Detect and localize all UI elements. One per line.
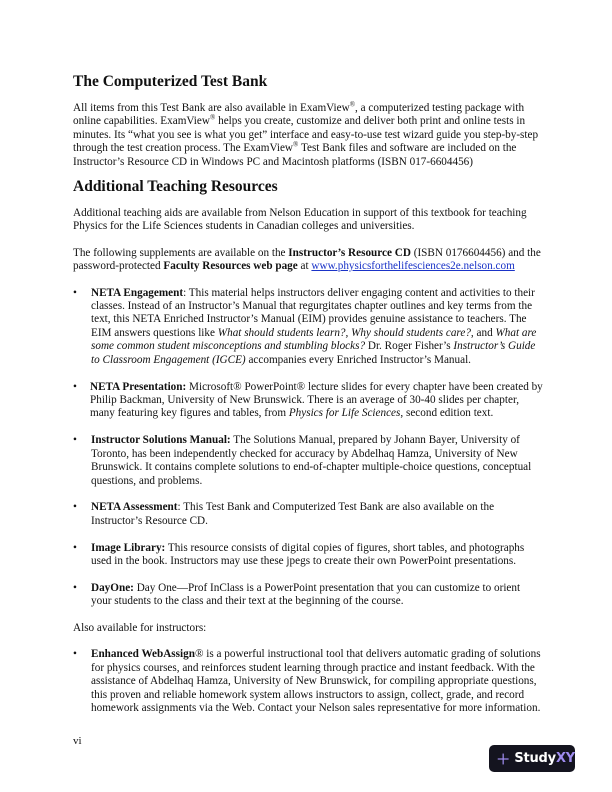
- item-title: Enhanced WebAssign: [91, 648, 195, 661]
- supplements-list: [73, 287, 543, 609]
- registered-mark: ®: [293, 140, 299, 149]
- brand-name: [514, 751, 575, 766]
- list-item-instructor-solutions-manual: [73, 434, 543, 488]
- item-title: NETA Engagement: [91, 286, 184, 299]
- bullet: •: [73, 582, 77, 595]
- text-run: Test Bank files and software are included on the Instructor’s Resource CD in Windows PC and Macintosh platforms (ISBN 017-6604456): [73, 142, 517, 168]
- brand-accent: XY: [555, 751, 575, 766]
- text-run-italic: What should students learn?, Why should students care?,: [217, 326, 474, 339]
- text-run: (ISBN 0176604456) and the password-protected: [73, 246, 541, 273]
- bullet: •: [73, 648, 77, 661]
- also-available-label: Also available for instructors:: [73, 621, 207, 634]
- text-run-italic: Instructor’s Guide to Classroom Engagement (IGCE): [91, 340, 536, 366]
- text-run: Dr. Roger Fisher’s: [365, 340, 454, 353]
- list-item-neta-presentation: [73, 381, 543, 421]
- document-page: [73, 70, 543, 715]
- additional-resources-intro: Additional teaching aids are available from Nelson Education in support of this textbook for teaching Physics for the Life Sciences students in Canadian colleges and universities.: [73, 207, 527, 233]
- item-title: DayOne:: [91, 582, 134, 595]
- bullet: •: [73, 286, 77, 299]
- registered-mark: ®: [349, 100, 356, 109]
- item-title: Image Library:: [91, 541, 166, 554]
- text-run-italic: What are some common student misconceptions and stumbling blocks?: [91, 326, 537, 353]
- also-available-list: [73, 648, 543, 715]
- list-item-enhanced-webassign: [73, 648, 543, 715]
- section-heading-computerized-test-bank: The Computerized Test Bank: [73, 73, 268, 90]
- bullet: •: [73, 501, 77, 514]
- list-item-neta-assessment: [73, 501, 543, 528]
- supplements-paragraph: [73, 247, 543, 274]
- text-run: The Solutions Manual, prepared by Johann Bayer, University of Toronto, has been independently checked for accuracy by Abdelhaq Hamza, University of New Brunswick. It contains complete solutions to end-of-chapter multiple-choice questions, conceptual questions, and problems.: [91, 434, 532, 487]
- plus-icon: [495, 747, 511, 771]
- item-title: NETA Presentation:: [90, 380, 187, 393]
- text-run: and: [473, 326, 496, 339]
- page-number: vi: [73, 735, 82, 747]
- text-run: , a computerized testing package with online capabilities. ExamView: [73, 102, 525, 128]
- text-run: helps you create, customize and deliver both print and online tests in minutes. Its “what you see is what you get” interface and easy-to-use test wizard guide you step-by-step through the test creation process. The ExamView: [73, 115, 539, 155]
- item-title: Instructor Solutions Manual:: [91, 434, 231, 447]
- instructors-resource-cd-label: Instructor’s Resource CD: [288, 246, 411, 259]
- text-run-italic: Physics for Life Sciences: [288, 407, 401, 420]
- bullet: •: [73, 380, 77, 393]
- studyxy-watermark-badge: [489, 745, 575, 772]
- text-run: The following supplements are available on the: [73, 246, 289, 259]
- text-run: accompanies every Enriched Instructor’s Manual.: [245, 353, 471, 366]
- text-run: at: [297, 260, 312, 273]
- text-run: ® is a powerful instructional tool that delivers automatic grading of solutions for physics courses, and reinforces student learning through practice and instant feedback. With the assistance of Abdelhaq Hamza, University of New Brunswick, for compiling appropriate questions, this proven and reliable homework system allows instructors to assign, collect, grade, and record homework assignments via the Web. Contact your Nelson sales representative for more information.: [91, 648, 541, 714]
- text-run: : This material helps instructors deliver engaging content and activities to their classes. Instead of an Instructor’s Manual that regurgitates chapter outlines and key terms from the text, this NETA Enriched Instructor’s Manual (EIM) provides genuine assistance to teachers. The EIM answers questions like: [91, 286, 535, 339]
- list-item-image-library: [73, 542, 543, 569]
- text-run: , second edition text.: [400, 407, 494, 420]
- computerized-test-bank-paragraph: [73, 102, 543, 169]
- text-run: This resource consists of digital copies of figures, short tables, and photographs used in the book. Instructors may use these jpegs to create their own PowerPoint presentations.: [91, 541, 525, 568]
- faculty-resources-label: Faculty Resources web page: [163, 260, 298, 273]
- list-item-dayone: [73, 582, 543, 609]
- text-run: : This Test Bank and Computerized Test Bank are also available on the Instructor’s Resource CD.: [91, 501, 495, 527]
- section-heading-additional-resources: Additional Teaching Resources: [73, 178, 278, 196]
- list-item-neta-engagement: [73, 287, 543, 367]
- bullet: •: [73, 541, 77, 554]
- item-title: NETA Assessment: [91, 501, 178, 514]
- bullet: •: [73, 434, 77, 447]
- faculty-resources-link[interactable]: www.physicsforthelifesciences2e.nelson.com: [311, 260, 515, 273]
- text-run: All items from this Test Bank are also available in ExamView: [73, 102, 350, 114]
- text-run: Day One—Prof InClass is a PowerPoint presentation that you can customize to orient your students to the class and their text at the beginning of the course.: [91, 582, 521, 608]
- registered-mark: ®: [209, 113, 216, 122]
- brand-main: Study: [514, 751, 556, 766]
- text-run: Microsoft® PowerPoint® lecture slides for every chapter have been created by Philip Backman, University of New Brunswick. There is an average of 30-40 slides per chapter, many featuring key figures and tables, from: [90, 380, 543, 420]
